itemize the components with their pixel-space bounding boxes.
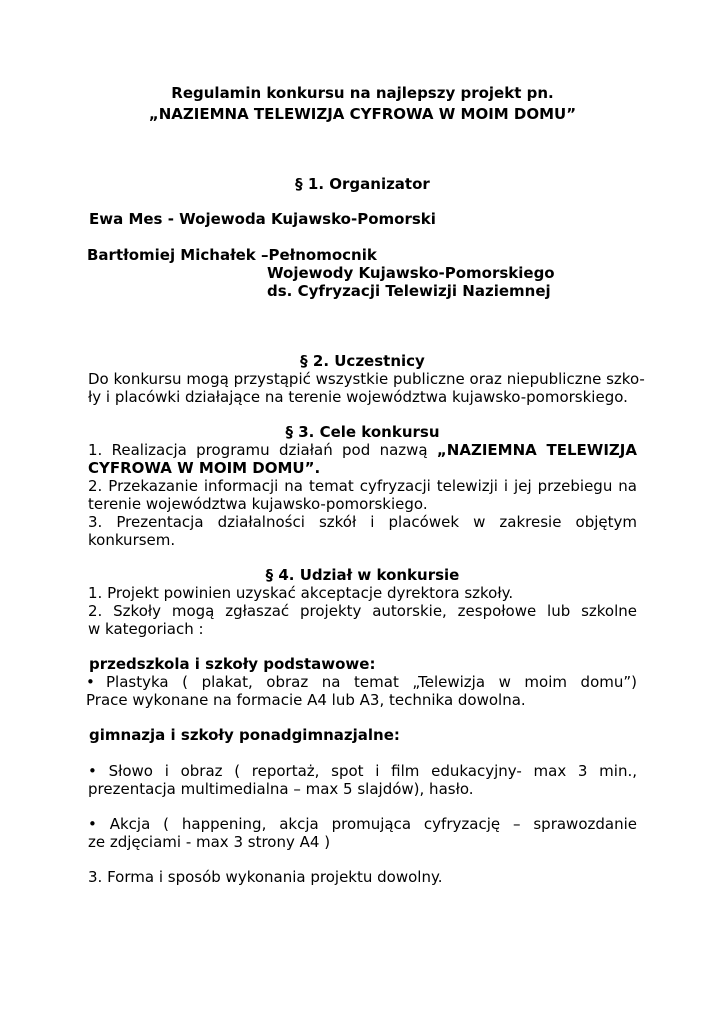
section-1-heading: § 1. Organizator (295, 175, 430, 193)
section-2-heading: § 2. Uczestnicy (300, 352, 425, 370)
section-2-text-line-2: ły i placówki działające na terenie województwa kujawsko-pomorskiego. (88, 388, 628, 406)
category-1-item-line-1: Plastyka ( plakat, obraz na temat „Telewizja w moim domu”) (106, 673, 637, 691)
goal-3-line-1: 3. Prezentacja działalności szkół i placówek w zakresie objętym (88, 513, 637, 531)
section-2-text-line-1: Do konkursu mogą przystąpić wszystkie publiczne oraz niepubliczne szko- (88, 370, 645, 388)
organizer-2-line-3: ds. Cyfryzacji Telewizji Naziemnej (267, 282, 551, 300)
participation-3: 3. Forma i sposób wykonania projektu dowolny. (88, 868, 443, 886)
section-4-heading: § 4. Udział w konkursie (265, 566, 460, 584)
participation-2-line-2: w kategoriach : (88, 620, 204, 638)
category-2-heading: gimnazja i szkoły ponadgimnazjalne: (89, 726, 400, 744)
bullet-icon: • (86, 673, 95, 691)
category-1-heading: przedszkola i szkoły podstawowe: (89, 655, 376, 673)
organizer-2-line-2: Wojewody Kujawsko-Pomorskiego (267, 264, 555, 282)
organizer-1: Ewa Mes - Wojewoda Kujawsko-Pomorski (89, 210, 436, 228)
goal-3-line-2: konkursem. (88, 531, 176, 549)
category-2-item-1-line-1: • Słowo i obraz ( reportaż, spot i film edukacyjny- max 3 min., (88, 762, 637, 780)
goal-2-line-1: 2. Przekazanie informacji na temat cyfryzacji telewizji i jej przebiegu na (88, 477, 637, 495)
goal-1-line-2: CYFROWA W MOIM DOMU”. (88, 459, 321, 477)
document-title-line-2: „NAZIEMNA TELEWIZJA CYFROWA W MOIM DOMU” (148, 105, 577, 123)
section-3-heading: § 3. Cele konkursu (285, 423, 440, 441)
category-2-item-2-line-1: • Akcja ( happening, akcja promująca cyfryzację – sprawozdanie (88, 815, 637, 833)
participation-2-line-1: 2. Szkoły mogą zgłaszać projekty autorskie, zespołowe lub szkolne (88, 602, 637, 620)
goal-1-line-1 (88, 441, 637, 459)
organizer-2-line-1: Bartłomiej Michałek –Pełnomocnik (87, 246, 377, 264)
goal-1-program-name: „NAZIEMNA TELEWIZJA (436, 441, 637, 459)
participation-1: 1. Projekt powinien uzyskać akceptacje dyrektora szkoły. (88, 584, 514, 602)
category-1-item-line-2: Prace wykonane na formacie A4 lub A3, technika dowolna. (86, 691, 526, 709)
category-2-item-1-line-2: prezentacja multimedialna – max 5 slajdów), hasło. (88, 780, 474, 798)
document-title-line-1: Regulamin konkursu na najlepszy projekt pn. (171, 84, 554, 102)
goal-1-prefix: 1. Realizacja programu działań pod nazwą (88, 441, 437, 459)
goal-2-line-2: terenie województwa kujawsko-pomorskiego. (88, 495, 428, 513)
category-2-item-2-line-2: ze zdjęciami - max 3 strony A4 ) (88, 833, 331, 851)
